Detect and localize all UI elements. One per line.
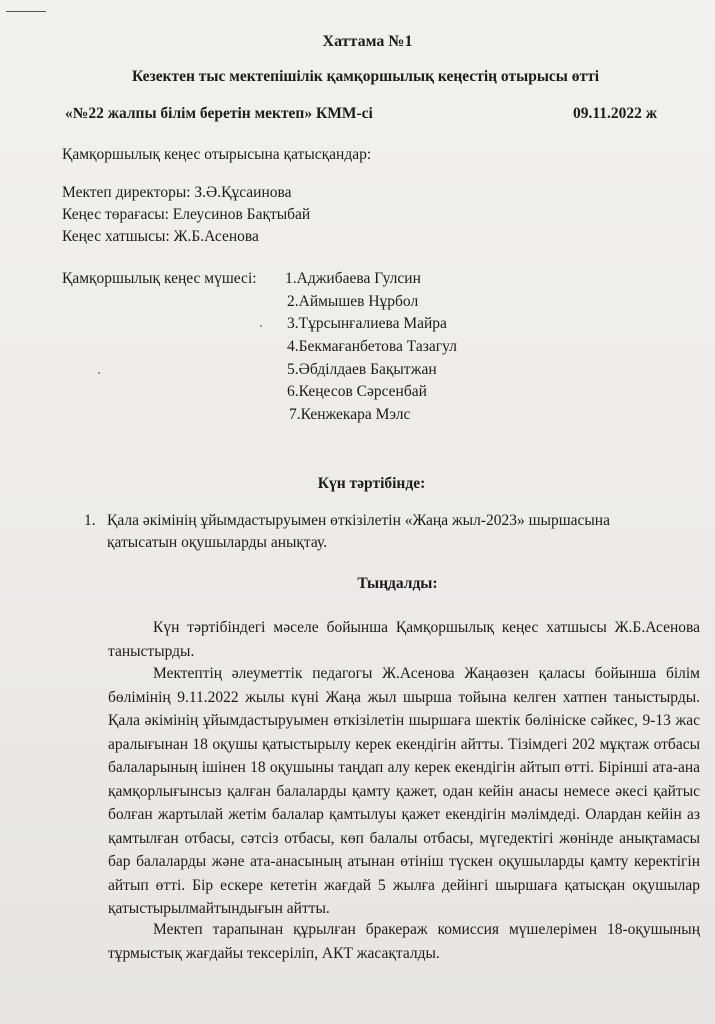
- organization-name: «№22 жалпы білім беретін мектеп» КММ-сі: [65, 105, 373, 122]
- attendees-heading: Қамқоршылық кеңес отырысына қатысқандар:: [62, 146, 372, 163]
- agenda-heading: Күн тәртібінде:: [317, 475, 426, 492]
- organization-date-line: [65, 105, 657, 123]
- corner-mark: [6, 11, 46, 12]
- member-item: 4.Бекмағанбетова Тазагул: [287, 338, 457, 355]
- paper-speck: [260, 325, 262, 327]
- official-secretary: Кеңес хатшысы: Ж.Б.Асенова: [62, 228, 259, 245]
- document-title: Хаттама №1: [322, 33, 413, 50]
- member-item: 6.Кеңесов Сәрсенбай: [287, 383, 427, 400]
- official-chairman: Кеңес төрағасы: Елеусинов Бақтыбай: [62, 206, 311, 223]
- paragraph: Мектеп тарапынан құрылған бракераж комиссия мүшелерімен 18-оқушының тұрмыстық жағдайы тексеріліп, АКТ жасақталды.: [108, 921, 700, 962]
- paper-speck: [98, 372, 100, 374]
- member-item: 1.Аджибаева Гулсин: [285, 270, 421, 287]
- member-item: 7.Кенжекара Мэлс: [289, 406, 411, 423]
- agenda-item-text: Қала әкімінің ұйымдастыруымен өткізілетін «Жаңа жыл-2023» шыршасына қатысатын оқушыларды анықтау.: [107, 512, 610, 551]
- document-date: 09.11.2022 ж: [572, 105, 657, 122]
- member-item: 2.Аймышев Нұрбол: [287, 293, 419, 310]
- paragraph: Мектептің әлеуметтік педагогы Ж.Асенова Жаңаөзен қаласы бойынша білім бөлімінің 9.11.2022 жылы күні Жаңа жыл шырша тойына келген хатпен таныстырды. Қала әкімінің ұйымдастыруымен өткізілетін шыршаға шектік бөлініске сәйкес, 9-13 жас аралығынан 18 оқушы қатыстырылу керек екендігін айтты. Тізімдегі 202 мұқтаж отбасы балаларының ішінен 18 оқушыны таңдап алу керек екендігін айтып өтті. Бірінші ата-ана қамқорлығынсыз қалған балаларды қамту қажет, одан кейін анасы немесе әкесі қайтыс болған жартылай жетім балалар қамтылуы қажет екендігін мәлімдеді. Олардан кейін аз қамтылған отбасы, сәтсіз отбасы, көп балалы отбасы, мүгедектігі жөнінде анықтамасы бар балаларды және ата-анасының атынан өтініш түскен оқушыларды қамту керектігін айтып өтті. Бір ескере кететін жағдай 5 жылға дейінгі шыршаға қатысқан оқушылар қатыстырылмайтындығын айтты.: [108, 665, 700, 917]
- member-item: 3.Тұрсынғалиева Майра: [287, 315, 447, 332]
- paragraph: Күн тәртібіндегі мәселе бойынша Қамқоршылық кеңес хатшысы Ж.Б.Асенова таныстырды.: [108, 619, 700, 660]
- members-label: Қамқоршылық кеңес мүшесі:: [62, 270, 257, 287]
- agenda-item-number: 1.: [84, 512, 96, 529]
- official-director: Мектеп директоры: З.Ә.Құсаинова: [62, 184, 292, 201]
- member-item: 5.Әбділдаев Бақытжан: [287, 361, 437, 378]
- listened-heading: Тыңдалды:: [357, 575, 438, 592]
- document-subtitle: Кезектен тыс мектепішілік қамқоршылық кеңестің отырысы өтті: [131, 68, 600, 85]
- agenda-item: [84, 510, 684, 554]
